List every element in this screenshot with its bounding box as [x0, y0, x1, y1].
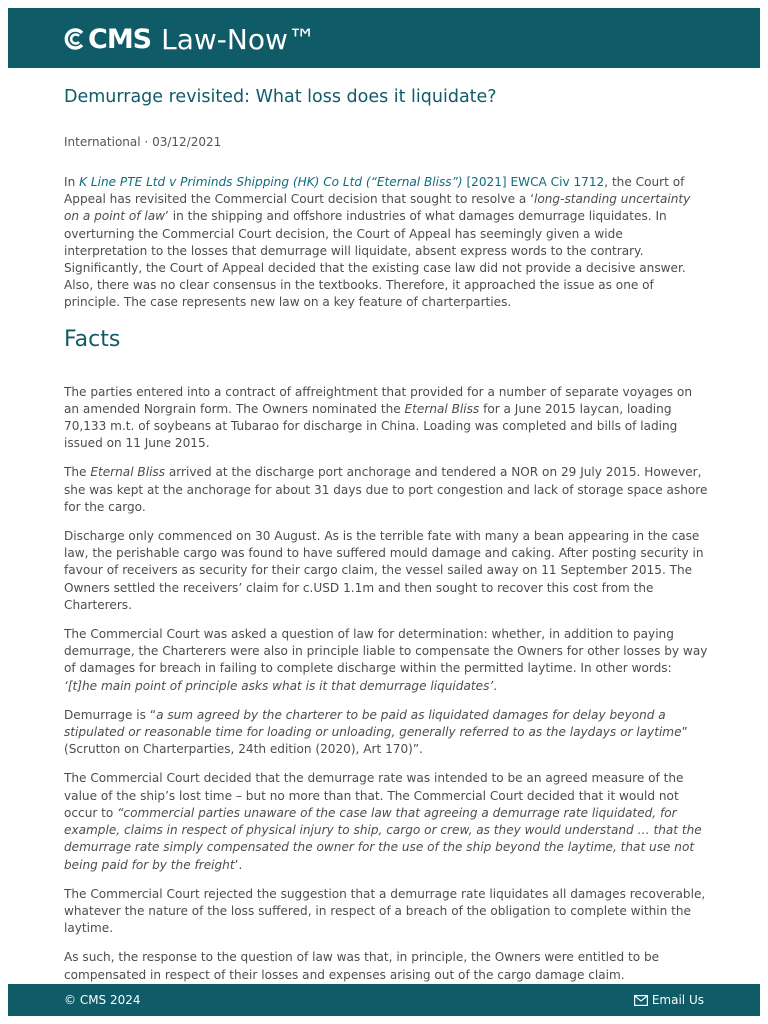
- facts-p6-text-a: The Commercial Court decided that the demurrage rate was intended to be an agreed measure of the value of the ship’s lost time – but no more than that. The Commercial Court decided that it would not occur to: [64, 771, 684, 820]
- facts-p1-text-c: for a June 2015 laycan, loading 70,133 m.t. of soybeans at Tubarao for discharge in China. Loading was completed and bills of lading issued on 11 June 2015.: [64, 401, 678, 451]
- facts-p2-text-c: arrived at the discharge port anchorage and tendered a NOR on 29 July 2015. However, she was kept at the anchorage for about 31 days due to port congestion and lack of storage space ashore for the cargo.: [64, 465, 708, 514]
- facts-paragraph-5: [64, 707, 708, 759]
- citation-link[interactable]: [2021] EWCA Civ 1712: [466, 175, 605, 189]
- intro-text-1: In: [64, 175, 80, 189]
- facts-paragraph-8: As such, the response to the question of law was that, in principle, the Owners were entitled to be compensated in respect of their losses and expenses arising out of the cargo damage claim.: [64, 950, 660, 982]
- email-us-label: Email Us: [651, 993, 704, 1007]
- intro-text-2: , the Court of Appeal has revisited the Commercial Court decision that sought to resolve a ‘: [64, 175, 685, 207]
- footer-copyright: © CMS 2024: [64, 993, 141, 1007]
- email-us-link[interactable]: [634, 993, 704, 1007]
- facts-p2-text-a: The: [64, 465, 91, 480]
- facts-paragraph-3: Discharge only commenced on 30 August. As is the terrible fate with many a bean appearing in the case law, the perishable cargo was found to have suffered mould damage and caking. After posting security in favour of receivers as security for their cargo claim, the vessel sailed away on 11 September 2015. The Owners settled the receivers’ claim for c.USD 1.1m and then sought to recover this cost from the Charterers.: [64, 529, 704, 612]
- facts-p1-vessel: Eternal Bliss: [404, 401, 480, 416]
- intro-text-3: ’ in the shipping and offshore industries of what damages demurrage liquidates. In overturning the Commercial Court decision, the Court of Appeal has seemingly given a wide interpretation to the losses that demurrage will liquidate, absent express words to the contrary. Significantly, the Court of Appeal decided that the existing case law did not provide a decisive answer. Also, there was no clear consensus in the textbooks. Therefore, it approached the issue as one of principle. The case represents new law on a key feature of charterparties.: [64, 209, 686, 310]
- intro-paragraph: [64, 174, 708, 312]
- case-link[interactable]: K Line PTE Ltd v Priminds Shipping (HK) Co Ltd (“Eternal Bliss”): [79, 175, 463, 189]
- facts-p4-text-a: The Commercial Court was asked a question of law for determination: whether, in addition to paying demurrage, the Charterers were also in principle liable to compensate the Owners for other losses by way of damages for breach in failing to complete discharge within the permitted laytime. In other words:: [64, 627, 708, 676]
- facts-p1-text-a: The parties entered into a contract of affreightment that provided for a number of separate voyages on an amended Norgrain form. The Owners nominated the: [64, 384, 692, 416]
- article-content: [64, 86, 708, 996]
- envelope-icon: [634, 995, 648, 1006]
- facts-heading: Facts: [64, 326, 121, 352]
- site-footer: [8, 984, 760, 1016]
- logo-product: Law-Now™: [161, 22, 316, 56]
- logo-brand-text: CMS: [88, 23, 152, 55]
- facts-p6-text-c: ’.: [234, 857, 243, 872]
- facts-p2-vessel: Eternal Bliss: [90, 465, 166, 480]
- article-title: Demurrage revisited: What loss does it liquidate?: [64, 87, 497, 107]
- meta-region: International: [64, 135, 141, 149]
- cms-law-now-logo[interactable]: [64, 22, 316, 56]
- meta-date: 03/12/2021: [152, 135, 222, 149]
- cms-c-mark-icon: [64, 28, 86, 50]
- logo-brand: [64, 24, 151, 55]
- facts-paragraph-4: [64, 626, 708, 695]
- facts-paragraph-7: The Commercial Court rejected the suggestion that a demurrage rate liquidates all damages recoverable, whatever the nature of the loss suffered, in respect of a breach of the obligation to complete within the laytime.: [64, 886, 706, 936]
- facts-paragraph-1: [64, 384, 708, 453]
- article-meta: [64, 134, 708, 150]
- facts-p6-quote: “commercial parties unaware of the case law that agreeing a demurrage rate liquidated, for example, claims in respect of physical injury to ship, cargo or crew, as they would understand … that the demurrage rate simply compensated the owner for the use of the ship beyond the laytime, that use not being paid for by the freight: [64, 805, 702, 872]
- facts-p5-definition: a sum agreed by the charterer to be paid as liquidated damages for delay beyond a stipulated or reasonable time for loading or unloading, generally referred to as the laydays or laytime: [64, 707, 682, 740]
- meta-separator: ·: [144, 135, 149, 149]
- facts-paragraph-6: [64, 770, 708, 873]
- intro-quote: long-standing uncertainty on a point of law: [64, 192, 691, 224]
- facts-p4-text-c: .: [493, 678, 498, 693]
- facts-p4-quote: ‘[t]he main point of principle asks what is it that demurrage liquidates’: [64, 678, 494, 693]
- facts-p5-text-a: Demurrage is “: [64, 707, 157, 722]
- facts-p5-text-c: ” (Scrutton on Charterparties, 24th edition (2020), Art 170)”.: [64, 725, 688, 757]
- site-header: [8, 8, 760, 68]
- facts-paragraph-2: [64, 464, 708, 516]
